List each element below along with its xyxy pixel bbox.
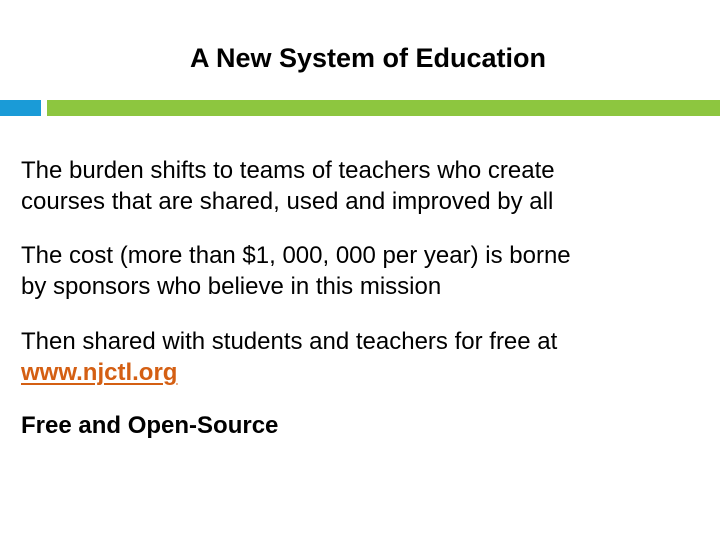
paragraph-burden-line-1: The burden shifts to teams of teachers who create bbox=[21, 157, 555, 184]
accent-bar-blue bbox=[0, 100, 41, 116]
slide-body bbox=[21, 155, 711, 441]
paragraph-cost-line-1: The cost (more than $1, 000, 000 per year) is borne bbox=[21, 242, 571, 269]
paragraph-cost bbox=[21, 240, 711, 302]
paragraph-burden bbox=[21, 155, 711, 217]
paragraph-burden-line-2: courses that are shared, used and improved by all bbox=[21, 188, 554, 215]
paragraph-shared-line-1: Then shared with students and teachers for free at bbox=[21, 328, 558, 355]
paragraph-shared bbox=[21, 326, 711, 388]
slide-title: A New System of Education bbox=[189, 43, 547, 73]
njctl-link[interactable]: www.njctl.org bbox=[21, 359, 178, 386]
accent-bar-green bbox=[47, 100, 720, 116]
paragraph-open-source: Free and Open-Source bbox=[21, 412, 279, 439]
paragraph-cost-line-2: by sponsors who believe in this mission bbox=[21, 273, 442, 300]
